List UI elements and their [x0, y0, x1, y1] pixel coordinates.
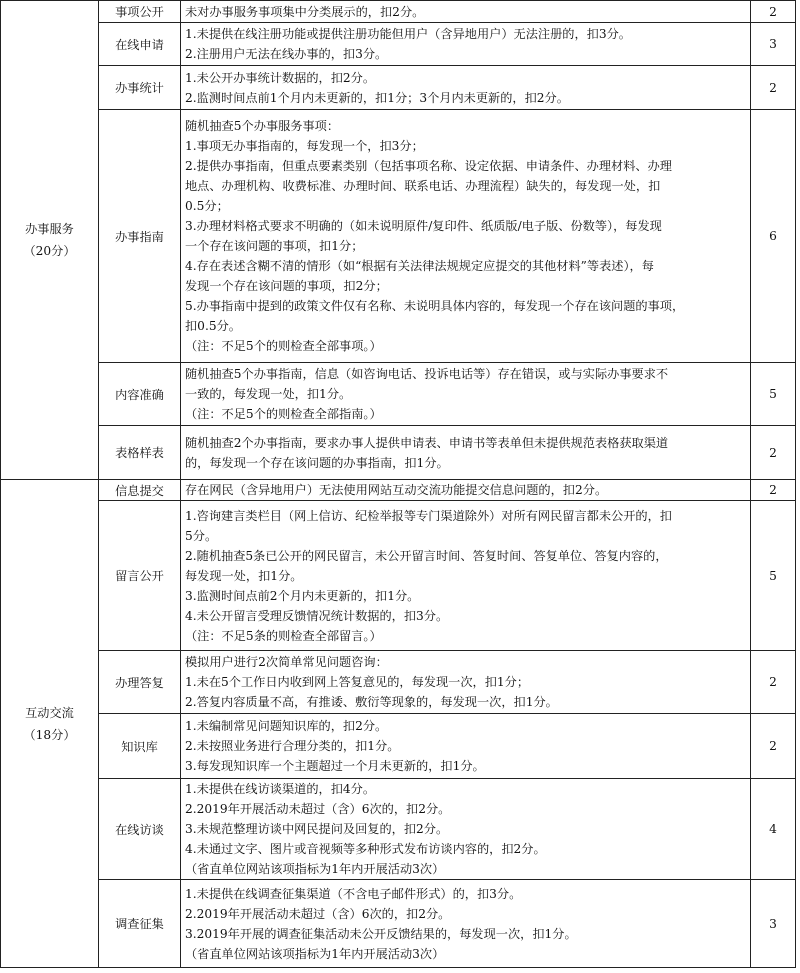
rule-line: （注：不足5条的则检查全部留言。）: [185, 628, 382, 643]
deduction-rule-cell: [181, 501, 751, 651]
rule-line: （省直单位网站该项指标为1年内开展活动3次）: [185, 946, 445, 961]
score-cell: [751, 779, 796, 880]
category-name: 办事服务: [25, 222, 74, 236]
score-cell: [751, 426, 796, 480]
rule-line: 2.2019年开展活动未超过（含）6次的，扣2分。: [185, 906, 451, 921]
rule-line: 1.未公开办事统计数据的，扣2分。: [185, 70, 376, 85]
deduction-rule-cell: [181, 1, 751, 23]
rule-line: 1.未提供在线注册功能或提供注册功能但用户（含异地用户）无法注册的，扣3分。: [185, 27, 631, 41]
rule-line: 3.办理材料格式要求不明确的（如未说明原件/复印件、纸质版/电子版、份数等），每发现: [185, 219, 662, 233]
rule-line: 5分。: [185, 528, 218, 543]
item-name-cell: [99, 66, 181, 110]
rule-line: 3.监测时间点前2个月内未更新的，扣1分。: [185, 588, 420, 603]
rule-line: 每发现一处，扣1分。: [185, 568, 303, 583]
score-value: 2: [769, 80, 777, 95]
score-cell: [751, 23, 796, 66]
item-name: 信息提交: [115, 483, 164, 498]
score-cell: [751, 110, 796, 363]
table-row: [1, 714, 796, 779]
rule-line: 未对办事服务事项集中分类展示的，扣2分。: [185, 4, 425, 19]
table-row: [1, 480, 796, 501]
deduction-rule-cell: [181, 779, 751, 880]
deduction-rule-cell: [181, 651, 751, 714]
item-name-cell: [99, 651, 181, 714]
category-points: （18分）: [23, 727, 76, 742]
deduction-rule-cell: [181, 714, 751, 779]
score-cell: [751, 651, 796, 714]
category-cell: [1, 1, 99, 480]
deduction-rule-cell: [181, 880, 751, 968]
rule-line: 一致的，每发现一处，扣1分。: [185, 387, 352, 401]
rule-line: 2.未按照业务进行合理分类的，扣1分。: [185, 739, 400, 753]
table-row: [1, 23, 796, 66]
rule-line: （省直单位网站该项指标为1年内开展活动3次）: [185, 862, 445, 876]
rule-line: 3.未规范整理访谈中网民提问及回复的，扣2分。: [185, 822, 449, 836]
table-row: [1, 651, 796, 714]
table-row: [1, 1, 796, 23]
score-cell: [751, 880, 796, 968]
score-cell: [751, 363, 796, 426]
rule-line: 1.未编制常见问题知识库的，扣2分。: [185, 719, 388, 733]
item-name-cell: [99, 1, 181, 23]
item-name-cell: [99, 880, 181, 968]
table-row: [1, 779, 796, 880]
rule-line: 2.提供办事指南，但重点要素类别（包括事项名称、设定依据、申请条件、办理材料、办理: [185, 159, 672, 173]
category-cell: [1, 480, 99, 968]
table-row: [1, 66, 796, 110]
score-cell: [751, 1, 796, 23]
item-name: 内容准确: [115, 387, 164, 402]
score-value: 2: [769, 739, 777, 753]
item-name-cell: [99, 363, 181, 426]
rule-line: 2.监测时间点前1个月内未更新的，扣1分；3个月内未更新的，扣2分。: [185, 90, 569, 105]
item-name-cell: [99, 480, 181, 501]
score-value: 5: [769, 568, 777, 583]
category-points: （20分）: [23, 244, 76, 258]
deduction-rule-cell: [181, 426, 751, 480]
rule-line: 4.存在表述含糊不清的情形（如“根据有关法律法规规定应提交的其他材料”等表述），每: [185, 259, 654, 273]
rule-line: 1.未提供在线访谈渠道的，扣4分。: [185, 782, 376, 796]
rule-line: 地点、办理机构、收费标准、办理时间、联系电话、办理流程）缺失的，每发现一处，扣: [185, 179, 661, 193]
item-name: 留言公开: [115, 569, 164, 583]
rule-line: 3.每发现知识库一个主题超过一个月未更新的，扣1分。: [185, 759, 485, 773]
item-name: 在线访谈: [115, 822, 164, 837]
score-value: 2: [769, 4, 777, 19]
item-name: 知识库: [121, 739, 158, 754]
rule-line: 模拟用户进行2次简单常见问题咨询：: [185, 655, 388, 669]
score-cell: [751, 714, 796, 779]
rule-line: 随机抽查5个办事服务事项：: [185, 119, 340, 133]
item-name: 事项公开: [115, 5, 164, 19]
item-name: 办事指南: [115, 229, 164, 244]
score-value: 4: [769, 822, 777, 836]
item-name-cell: [99, 779, 181, 880]
score-cell: [751, 501, 796, 651]
score-value: 3: [769, 37, 777, 51]
table-row: [1, 501, 796, 651]
score-value: 2: [769, 675, 777, 689]
rule-line: （注：不足5个的则检查全部指南。）: [185, 407, 382, 421]
table-row: [1, 880, 796, 968]
table-row: [1, 363, 796, 426]
score-cell: [751, 66, 796, 110]
rule-line: 4.未通过文字、图片或音视频等多种形式发布访谈内容的，扣2分。: [185, 842, 546, 856]
category-name: 互动交流: [25, 705, 74, 720]
item-name-cell: [99, 23, 181, 66]
rule-line: （注：不足5个的则检查全部事项。）: [185, 339, 382, 353]
score-cell: [751, 480, 796, 501]
rule-line: 随机抽查5个办事指南，信息（如咨询电话、投诉电话等）存在错误，或与实际办事要求不: [185, 367, 669, 381]
score-value: 2: [769, 483, 777, 497]
item-name: 办事统计: [115, 81, 164, 95]
rule-line: 1.咨询建言类栏目（网上信访、纪检举报等专门渠道除外）对所有网民留言都未公开的，扣: [185, 508, 672, 523]
table-body: [1, 1, 796, 968]
item-name: 调查征集: [115, 917, 164, 931]
score-value: 2: [769, 445, 777, 460]
item-name-cell: [99, 110, 181, 363]
table-row: [1, 426, 796, 480]
rule-line: 1.事项无办事指南的，每发现一个，扣3分；: [185, 139, 424, 153]
rule-line: 5.办事指南中提到的政策文件仅有名称、未说明具体内容的，每发现一个存在该问题的事项，: [185, 299, 685, 313]
rule-line: 1.未在5个工作日内收到网上答复意见的，每发现一次，扣1分；: [185, 675, 530, 689]
deduction-rule-cell: [181, 363, 751, 426]
deduction-rule-cell: [181, 66, 751, 110]
item-name: 办理答复: [115, 675, 164, 690]
rule-line: 发现一个存在该问题的事项，扣2分；: [185, 279, 388, 293]
rule-line: 2.随机抽查5条已公开的网民留言，未公开留言时间、答复时间、答复单位、答复内容的，: [185, 548, 668, 563]
rule-line: 0.5分；: [185, 199, 229, 213]
score-value: 3: [769, 916, 777, 931]
rule-line: 3.2019年开展的调查征集活动未公开反馈结果的，每发现一次，扣1分。: [185, 926, 577, 941]
deduction-rule-cell: [181, 110, 751, 363]
table-row: [1, 110, 796, 363]
rule-line: 2.2019年开展活动未超过（含）6次的，扣2分。: [185, 802, 451, 816]
rule-line: 一个存在该问题的事项，扣1分；: [185, 239, 364, 253]
rule-line: 2.注册用户无法在线办事的，扣3分。: [185, 47, 388, 61]
rule-line: 存在网民（含异地用户）无法使用网站互动交流功能提交信息问题的，扣2分。: [185, 483, 608, 497]
item-name: 表格样表: [115, 446, 164, 460]
rule-line: 的，每发现一个存在该问题的办事指南，扣1分。: [185, 455, 449, 470]
deduction-rule-cell: [181, 23, 751, 66]
rule-line: 随机抽查2个办事指南，要求办事人提供申请表、申请书等表单但未提供规范表格获取渠道: [185, 435, 669, 450]
item-name-cell: [99, 426, 181, 480]
rule-line: 扣0.5分。: [185, 319, 241, 333]
deduction-rule-cell: [181, 480, 751, 501]
score-value: 6: [769, 229, 777, 243]
rule-line: 1.未提供在线调查征集渠道（不含电子邮件形式）的，扣3分。: [185, 886, 522, 901]
item-name: 在线申请: [115, 37, 164, 52]
score-value: 5: [769, 387, 777, 401]
item-name-cell: [99, 501, 181, 651]
item-name-cell: [99, 714, 181, 779]
rule-line: 4.未公开留言受理反馈情况统计数据的，扣3分。: [185, 608, 449, 623]
rule-line: 2.答复内容质量不高，有推诿、敷衍等现象的，每发现一次，扣1分。: [185, 695, 558, 709]
